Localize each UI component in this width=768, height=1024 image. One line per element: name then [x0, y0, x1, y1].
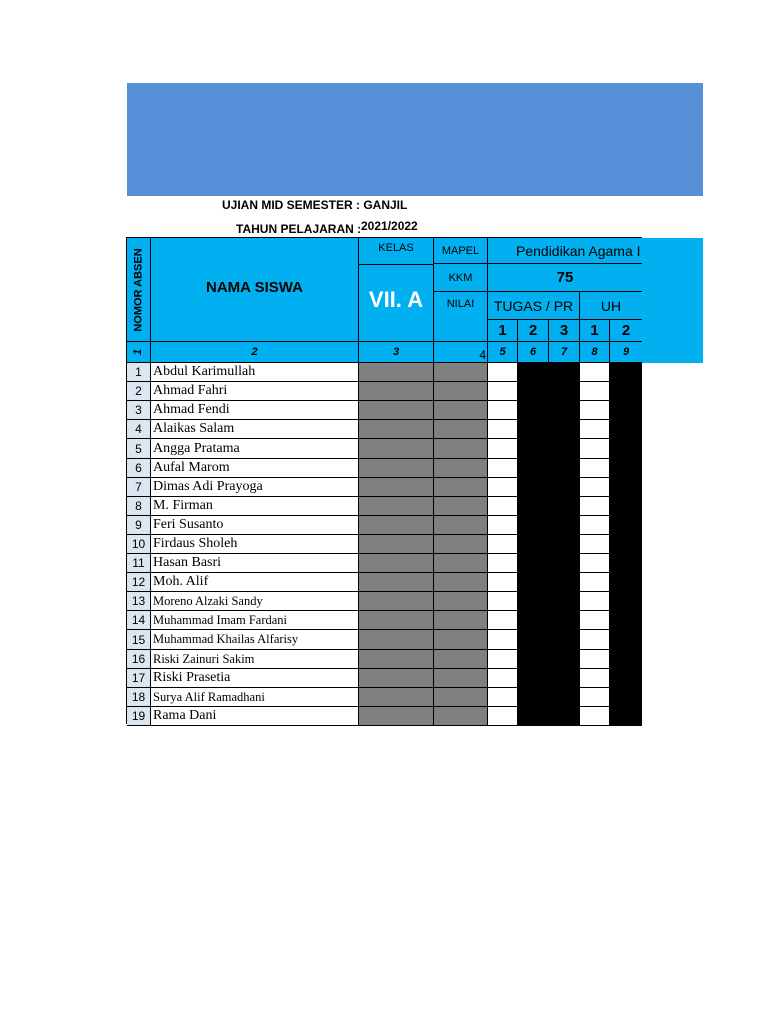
- tugas-2-cell: [518, 669, 549, 688]
- uh-1-cell: [580, 630, 610, 650]
- tugas-3-cell: [549, 688, 580, 707]
- kelas-cell: [359, 439, 434, 459]
- kelas-value: VII. A: [359, 265, 434, 342]
- mapel-cell: [434, 707, 488, 726]
- uh-2-cell: [610, 382, 642, 401]
- student-name: Hasan Basri: [151, 554, 359, 573]
- mapel-cell: [434, 478, 488, 497]
- tugas-3-cell: [549, 630, 580, 650]
- student-number: 16: [127, 650, 151, 669]
- kelas-cell: [359, 592, 434, 611]
- kkm-label: KKM: [434, 264, 488, 292]
- tugas-2-cell: [518, 630, 549, 650]
- column-index-label: 4: [479, 348, 486, 362]
- kelas-cell: [359, 363, 434, 382]
- mapel-cell: [434, 688, 488, 707]
- student-name: Riski Zainuri Sakim: [151, 650, 359, 669]
- tugas-3-cell: [549, 707, 580, 726]
- tugas-3-cell: [549, 363, 580, 382]
- uh-2-cell: [610, 535, 642, 554]
- uh-1-cell: [580, 535, 610, 554]
- tugas-1-cell: [488, 478, 518, 497]
- student-number: 7: [127, 478, 151, 497]
- tugas-3-cell: [549, 497, 580, 516]
- tugas-3-cell: [549, 650, 580, 669]
- kelas-cell: [359, 707, 434, 726]
- year-label: TAHUN PELAJARAN :: [236, 222, 362, 236]
- student-number: 19: [127, 707, 151, 726]
- tugas-2-cell: [518, 592, 549, 611]
- kelas-cell: [359, 459, 434, 478]
- mapel-cell: [434, 382, 488, 401]
- uh-1-cell: [580, 707, 610, 726]
- tugas-2-cell: [518, 611, 549, 630]
- kelas-label: KELAS: [359, 238, 434, 265]
- tugas-1-cell: [488, 554, 518, 573]
- kelas-cell: [359, 688, 434, 707]
- tugas-2-cell: [518, 554, 549, 573]
- column-index-8: [580, 342, 610, 363]
- student-number: 2: [127, 382, 151, 401]
- nilai-label: NILAI: [434, 292, 488, 342]
- student-name: Alaikas Salam: [151, 420, 359, 439]
- nomor-absen-label: NOMOR ABSEN: [132, 247, 145, 332]
- tugas-3-cell: [549, 439, 580, 459]
- uh-2-cell: [610, 592, 642, 611]
- student-name: Abdul Karimullah: [151, 363, 359, 382]
- student-number: 9: [127, 516, 151, 535]
- uh-2-cell: [610, 497, 642, 516]
- uh-2-cell: [610, 707, 642, 726]
- kelas-cell: [359, 535, 434, 554]
- kelas-cell: [359, 382, 434, 401]
- column-index-9: [610, 342, 642, 363]
- tugas-1-cell: [488, 382, 518, 401]
- uh-2-cell: [610, 459, 642, 478]
- tugas-1-cell: [488, 707, 518, 726]
- student-number: 10: [127, 535, 151, 554]
- student-number: 17: [127, 669, 151, 688]
- mapel-cell: [434, 573, 488, 592]
- uh-number-1: 1: [580, 320, 610, 342]
- mapel-cell: [434, 497, 488, 516]
- uh-2-cell: [610, 688, 642, 707]
- column-index-5: [488, 342, 518, 363]
- tugas-3-cell: [549, 401, 580, 420]
- tugas-number-3: 3: [549, 320, 580, 342]
- uh-header: UH: [580, 292, 642, 320]
- uh-1-cell: [580, 650, 610, 669]
- mapel-cell: [434, 401, 488, 420]
- student-name: Dimas Adi Prayoga: [151, 478, 359, 497]
- student-number: 8: [127, 497, 151, 516]
- student-name: Muhammad Khailas Alfarisy: [151, 630, 359, 650]
- student-number: 18: [127, 688, 151, 707]
- student-name: Riski Prasetia: [151, 669, 359, 688]
- column-index-label: 7: [560, 346, 568, 358]
- tugas-3-cell: [549, 382, 580, 401]
- tugas-2-cell: [518, 650, 549, 669]
- student-name: M. Firman: [151, 497, 359, 516]
- student-number: 5: [127, 439, 151, 459]
- mapel-cell: [434, 420, 488, 439]
- student-name: Muhammad Imam Fardani: [151, 611, 359, 630]
- tugas-1-cell: [488, 611, 518, 630]
- tugas-2-cell: [518, 688, 549, 707]
- column-index-label: 9: [622, 346, 630, 358]
- uh-1-cell: [580, 363, 610, 382]
- student-number: 13: [127, 592, 151, 611]
- kelas-cell: [359, 650, 434, 669]
- mapel-label: MAPEL: [434, 238, 488, 264]
- uh-2-cell: [610, 669, 642, 688]
- tugas-2-cell: [518, 459, 549, 478]
- tugas-2-cell: [518, 497, 549, 516]
- tugas-3-cell: [549, 535, 580, 554]
- uh-1-cell: [580, 497, 610, 516]
- mapel-cell: [434, 650, 488, 669]
- tugas-2-cell: [518, 382, 549, 401]
- uh-1-cell: [580, 573, 610, 592]
- mapel-cell: [434, 592, 488, 611]
- column-index-2: [151, 342, 359, 363]
- column-index-label: 6: [529, 346, 537, 358]
- tugas-1-cell: [488, 420, 518, 439]
- tugas-pr-header: TUGAS / PR: [488, 292, 580, 320]
- tugas-2-cell: [518, 401, 549, 420]
- tugas-1-cell: [488, 573, 518, 592]
- tugas-2-cell: [518, 420, 549, 439]
- uh-1-cell: [580, 439, 610, 459]
- uh-number-2: 2: [610, 320, 642, 342]
- student-name: Aufal Marom: [151, 459, 359, 478]
- uh-2-cell: [610, 478, 642, 497]
- uh-2-cell: [610, 650, 642, 669]
- kelas-cell: [359, 573, 434, 592]
- title-banner: [127, 83, 703, 196]
- uh-1-cell: [580, 420, 610, 439]
- tugas-3-cell: [549, 554, 580, 573]
- tugas-2-cell: [518, 439, 549, 459]
- tugas-1-cell: [488, 592, 518, 611]
- student-number: 6: [127, 459, 151, 478]
- mapel-cell: [434, 459, 488, 478]
- uh-2-cell: [610, 554, 642, 573]
- tugas-number-1: 1: [488, 320, 518, 342]
- tugas-1-cell: [488, 459, 518, 478]
- kelas-cell: [359, 516, 434, 535]
- mapel-cell: [434, 535, 488, 554]
- student-number: 3: [127, 401, 151, 420]
- mapel-cell: [434, 669, 488, 688]
- student-number: 12: [127, 573, 151, 592]
- year-value: 2021/2022: [361, 219, 418, 233]
- uh-2-cell: [610, 420, 642, 439]
- kelas-cell: [359, 669, 434, 688]
- uh-2-cell: [610, 363, 642, 382]
- mapel-cell: [434, 363, 488, 382]
- tugas-1-cell: [488, 535, 518, 554]
- uh-1-cell: [580, 554, 610, 573]
- kelas-cell: [359, 497, 434, 516]
- tugas-3-cell: [549, 478, 580, 497]
- tugas-1-cell: [488, 650, 518, 669]
- uh-1-cell: [580, 611, 610, 630]
- uh-2-cell: [610, 439, 642, 459]
- student-number: 14: [127, 611, 151, 630]
- uh-2-cell: [610, 573, 642, 592]
- kkm-value: 75: [488, 264, 642, 292]
- student-number: 1: [127, 363, 151, 382]
- mapel-value: Pendidikan Agama I: [488, 238, 642, 264]
- tugas-3-cell: [549, 592, 580, 611]
- tugas-1-cell: [488, 516, 518, 535]
- uh-1-cell: [580, 382, 610, 401]
- uh-1-cell: [580, 669, 610, 688]
- tugas-1-cell: [488, 363, 518, 382]
- student-name: Surya Alif Ramadhani: [151, 688, 359, 707]
- student-name: Moreno Alzaki Sandy: [151, 592, 359, 611]
- mapel-cell: [434, 516, 488, 535]
- nomor-absen-header: [127, 238, 151, 342]
- kelas-cell: [359, 630, 434, 650]
- column-index-label: 1: [132, 348, 145, 356]
- tugas-2-cell: [518, 573, 549, 592]
- uh-1-cell: [580, 401, 610, 420]
- tugas-3-cell: [549, 669, 580, 688]
- exam-label: UJIAN MID SEMESTER : GANJIL: [222, 198, 408, 212]
- tugas-1-cell: [488, 401, 518, 420]
- tugas-1-cell: [488, 688, 518, 707]
- column-index-1: [127, 342, 151, 363]
- tugas-2-cell: [518, 707, 549, 726]
- tugas-2-cell: [518, 535, 549, 554]
- tugas-1-cell: [488, 497, 518, 516]
- student-number: 4: [127, 420, 151, 439]
- kelas-cell: [359, 420, 434, 439]
- column-index-4: [434, 342, 488, 363]
- mapel-cell: [434, 611, 488, 630]
- student-name: Moh. Alif: [151, 573, 359, 592]
- column-index-label: 3: [392, 346, 400, 358]
- student-name: Firdaus Sholeh: [151, 535, 359, 554]
- column-index-7: [549, 342, 580, 363]
- mapel-cell: [434, 630, 488, 650]
- uh-2-cell: [610, 401, 642, 420]
- tugas-2-cell: [518, 363, 549, 382]
- column-index-label: 8: [591, 346, 598, 358]
- kelas-cell: [359, 478, 434, 497]
- tugas-1-cell: [488, 439, 518, 459]
- tugas-3-cell: [549, 516, 580, 535]
- uh-2-cell: [610, 516, 642, 535]
- tugas-3-cell: [549, 573, 580, 592]
- tugas-2-cell: [518, 478, 549, 497]
- student-name: Ahmad Fahri: [151, 382, 359, 401]
- uh-2-cell: [610, 611, 642, 630]
- uh-1-cell: [580, 459, 610, 478]
- mapel-cell: [434, 439, 488, 459]
- student-name: Ahmad Fendi: [151, 401, 359, 420]
- tugas-3-cell: [549, 420, 580, 439]
- nama-siswa-header: NAMA SISWA: [151, 238, 359, 342]
- tugas-1-cell: [488, 669, 518, 688]
- kelas-cell: [359, 401, 434, 420]
- student-name: Rama Dani: [151, 707, 359, 726]
- uh-1-cell: [580, 688, 610, 707]
- kelas-cell: [359, 611, 434, 630]
- column-index-label: 2: [251, 346, 258, 358]
- mapel-cell: [434, 554, 488, 573]
- tugas-2-cell: [518, 516, 549, 535]
- uh-1-cell: [580, 478, 610, 497]
- tugas-3-cell: [549, 611, 580, 630]
- tugas-1-cell: [488, 630, 518, 650]
- tugas-number-2: 2: [518, 320, 549, 342]
- uh-2-cell: [610, 630, 642, 650]
- column-index-6: [518, 342, 549, 363]
- header-extension: [642, 238, 703, 363]
- column-index-3: [359, 342, 434, 363]
- student-number: 11: [127, 554, 151, 573]
- student-number: 15: [127, 630, 151, 650]
- tugas-3-cell: [549, 459, 580, 478]
- kelas-cell: [359, 554, 434, 573]
- column-index-label: 5: [499, 346, 506, 358]
- uh-1-cell: [580, 516, 610, 535]
- student-name: Angga Pratama: [151, 439, 359, 459]
- uh-1-cell: [580, 592, 610, 611]
- student-name: Feri Susanto: [151, 516, 359, 535]
